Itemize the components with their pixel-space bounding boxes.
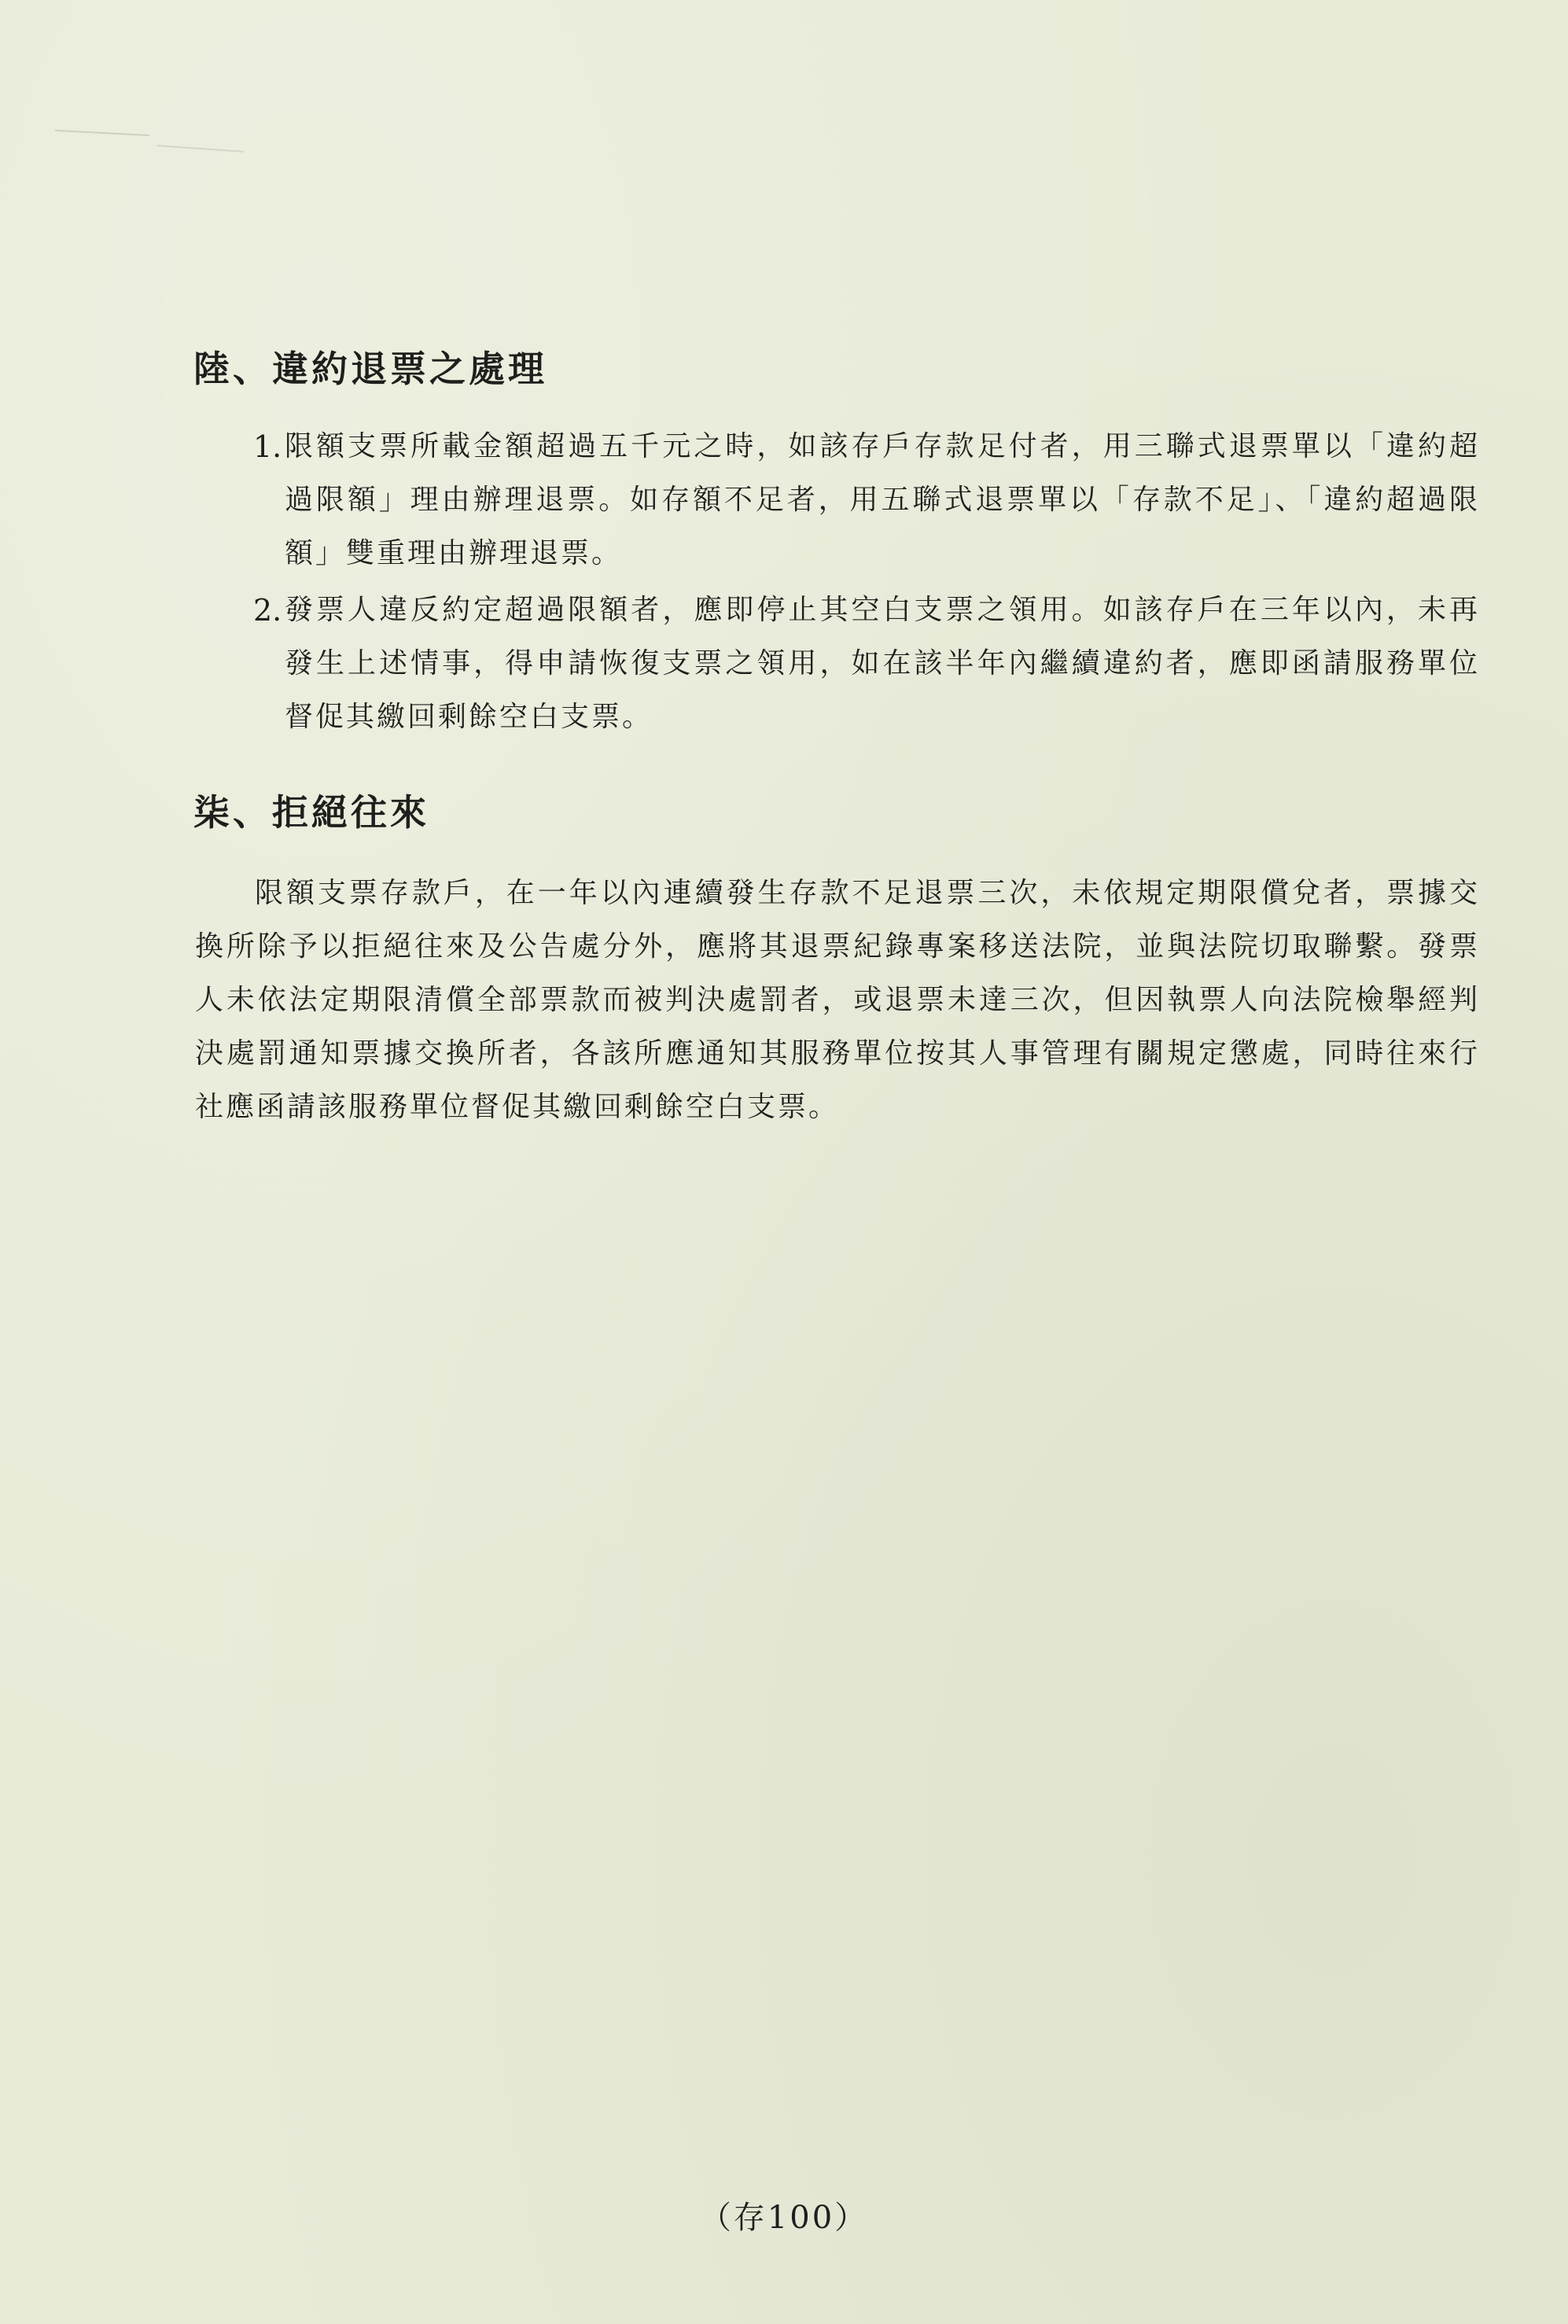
page-number: （存100）	[699, 2200, 869, 2236]
list-item-text: 限額支票所載金額超過五千元之時，如該存戶存款足付者，用三聯式退票單以「違約超過限額」理由辦理退票。如存額不足者，用五聯式退票單以「存款不足」、「違約超過限額」雙重理由辦理退票。	[285, 430, 1480, 569]
list-item-text: 發票人違反約定超過限額者，應即停止其空白支票之領用。如該存戶在三年以內，未再發生上述情事，得申請恢復支票之領用，如在該半年內繼續違約者，應即函請服務單位督促其繳回剩餘空白支票。	[285, 594, 1480, 733]
list-item-number: 2.	[253, 593, 282, 628]
list-item-2	[253, 584, 1480, 749]
list-item-number: 1.	[253, 429, 282, 464]
section-7-paragraph: 限額支票存款戶，在一年以內連續發生存款不足退票三次，未依規定期限償兌者，票據交換所除予以拒絕往來及公告處分外，應將其退票紀錄專案移送法院，並與法院切取聯繫。發票人未依法定期限清償全部票款而被判決處罰者，或退票未達三次，但因執票人向法院檢舉經判決處罰通知票據交換所者，各該所應通知其服務單位按其人事管理有關規定懲處，同時往來行社應函請該服務單位督促其繳回剩餘空白支票。	[195, 877, 1480, 1123]
scan-mark	[55, 130, 149, 136]
section-7-heading: 柒、拒絕往來	[193, 791, 429, 834]
scan-mark	[157, 145, 244, 153]
list-item-1	[253, 420, 1480, 585]
section-6-heading: 陸、違約退票之處理	[193, 348, 547, 390]
